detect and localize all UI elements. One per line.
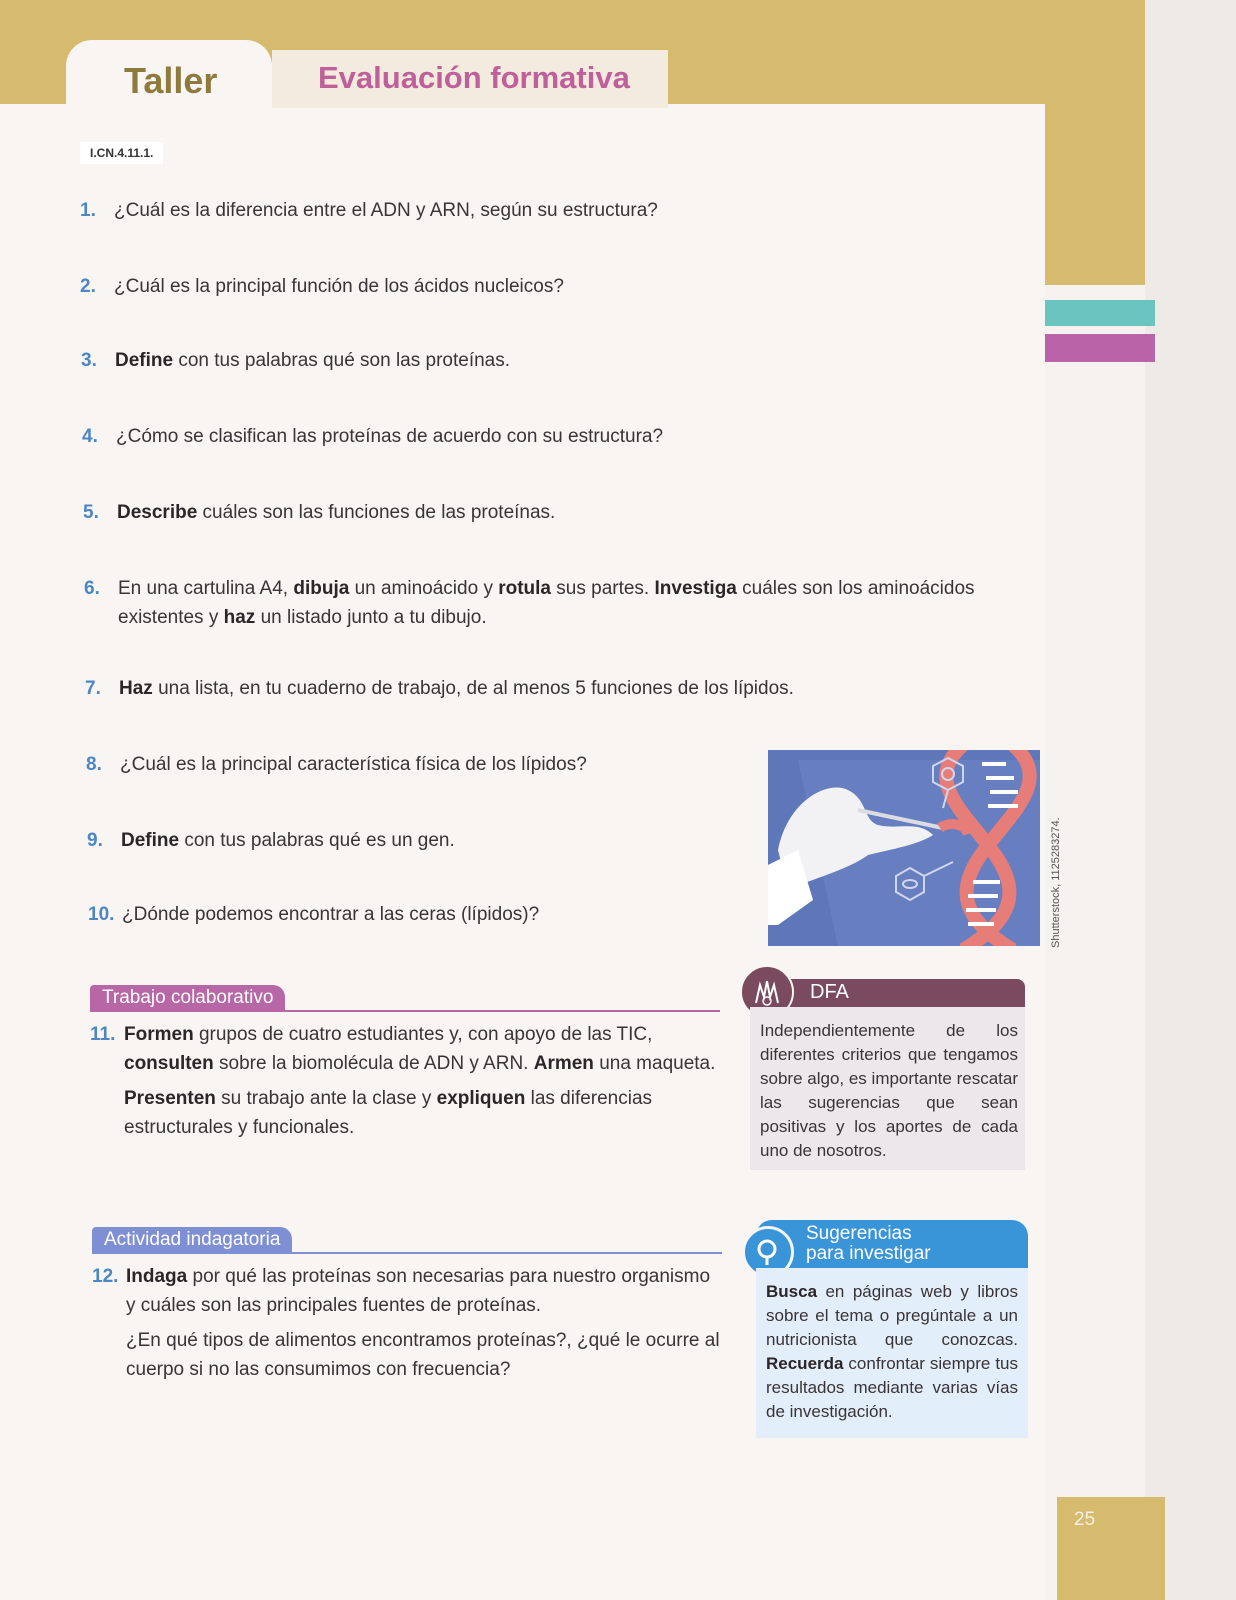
text-run: ¿Cuál es la diferencia entre el ADN y ARN, según su estructura? xyxy=(114,200,658,221)
question-text xyxy=(114,272,994,301)
sugerencias-box xyxy=(742,1220,1028,1438)
question-text xyxy=(117,498,997,527)
bold-keyword: Investiga xyxy=(654,578,737,599)
page-edge xyxy=(1145,0,1236,1600)
dfa-box xyxy=(740,965,1025,1170)
dfa-title: DFA xyxy=(810,981,849,1003)
bold-keyword: Haz xyxy=(119,678,153,699)
actividad-indagatoria-rule xyxy=(92,1252,722,1254)
paragraph xyxy=(124,1084,720,1142)
paragraph xyxy=(124,1020,720,1078)
page-number: 25 xyxy=(1074,1509,1096,1530)
tab-evaluacion-label: Evaluación formativa xyxy=(318,60,630,95)
bold-keyword: Busca xyxy=(766,1282,818,1301)
question-text xyxy=(114,196,994,225)
bold-keyword: haz xyxy=(223,607,256,628)
question-text xyxy=(121,826,721,855)
bold-keyword: Indaga xyxy=(126,1266,188,1287)
text-run: cuáles son los aminoácidos existentes y xyxy=(118,578,975,628)
question-text xyxy=(122,900,722,929)
bold-keyword: Formen xyxy=(124,1024,194,1045)
question-number: 5. xyxy=(83,502,99,523)
bold-keyword: Define xyxy=(121,830,180,851)
text-run: grupos de cuatro estudiantes y, con apoyo de las TIC, xyxy=(193,1024,653,1045)
text-run: con tus palabras qué es un gen. xyxy=(179,830,455,851)
dna-illustration-svg xyxy=(768,750,1040,946)
question-number: 6. xyxy=(84,578,100,599)
question-text xyxy=(115,346,995,375)
question-text xyxy=(120,750,720,779)
bold-keyword: Armen xyxy=(533,1053,594,1074)
text-run: ¿Cómo se clasifican las proteínas de acuerdo con su estructura? xyxy=(116,426,664,447)
question-text xyxy=(119,674,999,703)
bold-keyword: Define xyxy=(115,350,174,371)
text-run: cuáles son las funciones de las proteínas. xyxy=(197,502,556,523)
text-run: las diferencias estructurales y funcionales. xyxy=(124,1088,653,1138)
side-bar-teal xyxy=(1045,300,1155,326)
question-number: 1. xyxy=(80,200,96,221)
question-number: 3. xyxy=(81,350,97,371)
question-number: 4. xyxy=(82,426,98,447)
tab-taller-label: Taller xyxy=(124,60,218,101)
text-run: ¿En qué tipos de alimentos encontramos proteínas?, ¿qué le ocurre al cuerpo si no las consumimos con frecuencia? xyxy=(126,1330,720,1380)
bold-keyword: Recuerda xyxy=(766,1354,844,1373)
bold-keyword: Presenten xyxy=(124,1088,216,1109)
dna-illustration xyxy=(768,750,1040,946)
sugerencias-title xyxy=(806,1224,931,1264)
tab-evaluacion xyxy=(272,50,668,108)
text-run: un aminoácido y xyxy=(349,578,499,599)
bold-keyword: Describe xyxy=(117,502,198,523)
text-run: sus partes. xyxy=(551,578,655,599)
sugerencias-body xyxy=(766,1280,1018,1424)
trabajo-colaborativo-content xyxy=(90,1020,720,1148)
text-run: con tus palabras qué son las proteínas. xyxy=(173,350,511,371)
right-gold-band xyxy=(1045,0,1145,285)
text-run: En una cartulina A4, xyxy=(118,578,294,599)
text-run: un listado junto a tu dibujo. xyxy=(255,607,487,628)
sugerencias-title-line2: para investigar xyxy=(806,1243,931,1264)
bold-keyword: dibuja xyxy=(293,578,350,599)
trabajo-colaborativo-paragraphs xyxy=(124,1020,720,1142)
trabajo-colaborativo-rule xyxy=(90,1010,720,1012)
question-number: 10. xyxy=(88,904,115,925)
paragraph xyxy=(126,1326,722,1384)
dfa-body: Independientemente de los diferentes criterios que tengamos sobre algo, es importante rescatar las sugerencias que sean positivas y los aportes de cada uno de nosotros. xyxy=(760,1021,1018,1160)
text-run: sobre la biomolécula de ADN y ARN. xyxy=(213,1053,534,1074)
actividad-indagatoria-paragraphs xyxy=(126,1262,722,1384)
text-run: en páginas web y libros sobre el tema o pregúntale a un nutricionista que conozcas. xyxy=(766,1282,1018,1349)
activity-number: 12. xyxy=(92,1266,119,1287)
activity-number: 11. xyxy=(90,1024,116,1045)
text-run: una lista, en tu cuaderno de trabajo, de al menos 5 funciones de los lípidos. xyxy=(152,678,794,699)
sugerencias-title-line1: Sugerencias xyxy=(806,1223,912,1244)
actividad-indagatoria-content xyxy=(92,1262,722,1390)
trabajo-colaborativo-title: Trabajo colaborativo xyxy=(90,985,285,1011)
actividad-indagatoria-title: Actividad indagatoria xyxy=(92,1227,292,1253)
text-run: confrontar siempre tus resultados mediante varias vías de investigación. xyxy=(766,1354,1018,1421)
text-run: por qué las proteínas son necesarias para nuestro organismo y cuáles son las principales fuentes de proteínas. xyxy=(126,1266,711,1316)
image-credit: Shutterstock, 1125283274. xyxy=(1050,817,1062,948)
question-number: 2. xyxy=(80,276,96,297)
bold-keyword: consulten xyxy=(124,1053,214,1074)
bold-keyword: expliquen xyxy=(436,1088,526,1109)
text-run: una maqueta. xyxy=(593,1053,716,1074)
page-number-tab xyxy=(1057,1497,1165,1600)
question-text xyxy=(118,574,978,632)
question-number: 9. xyxy=(87,830,103,851)
bold-keyword: rotula xyxy=(498,578,551,599)
text-run: ¿Cuál es la principal característica física de los lípidos? xyxy=(120,754,587,775)
paragraph xyxy=(126,1262,722,1320)
text-run: ¿Dónde podemos encontrar a las ceras (lípidos)? xyxy=(122,904,540,925)
text-run: su trabajo ante la clase y xyxy=(215,1088,437,1109)
tab-taller xyxy=(66,40,272,118)
question-number: 8. xyxy=(86,754,102,775)
question-text xyxy=(116,422,996,451)
side-bar-purple xyxy=(1045,334,1155,362)
text-run: ¿Cuál es la principal función de los ácidos nucleicos? xyxy=(114,276,564,297)
question-number: 7. xyxy=(85,678,101,699)
indicator-code: I.CN.4.11.1. xyxy=(80,142,163,164)
